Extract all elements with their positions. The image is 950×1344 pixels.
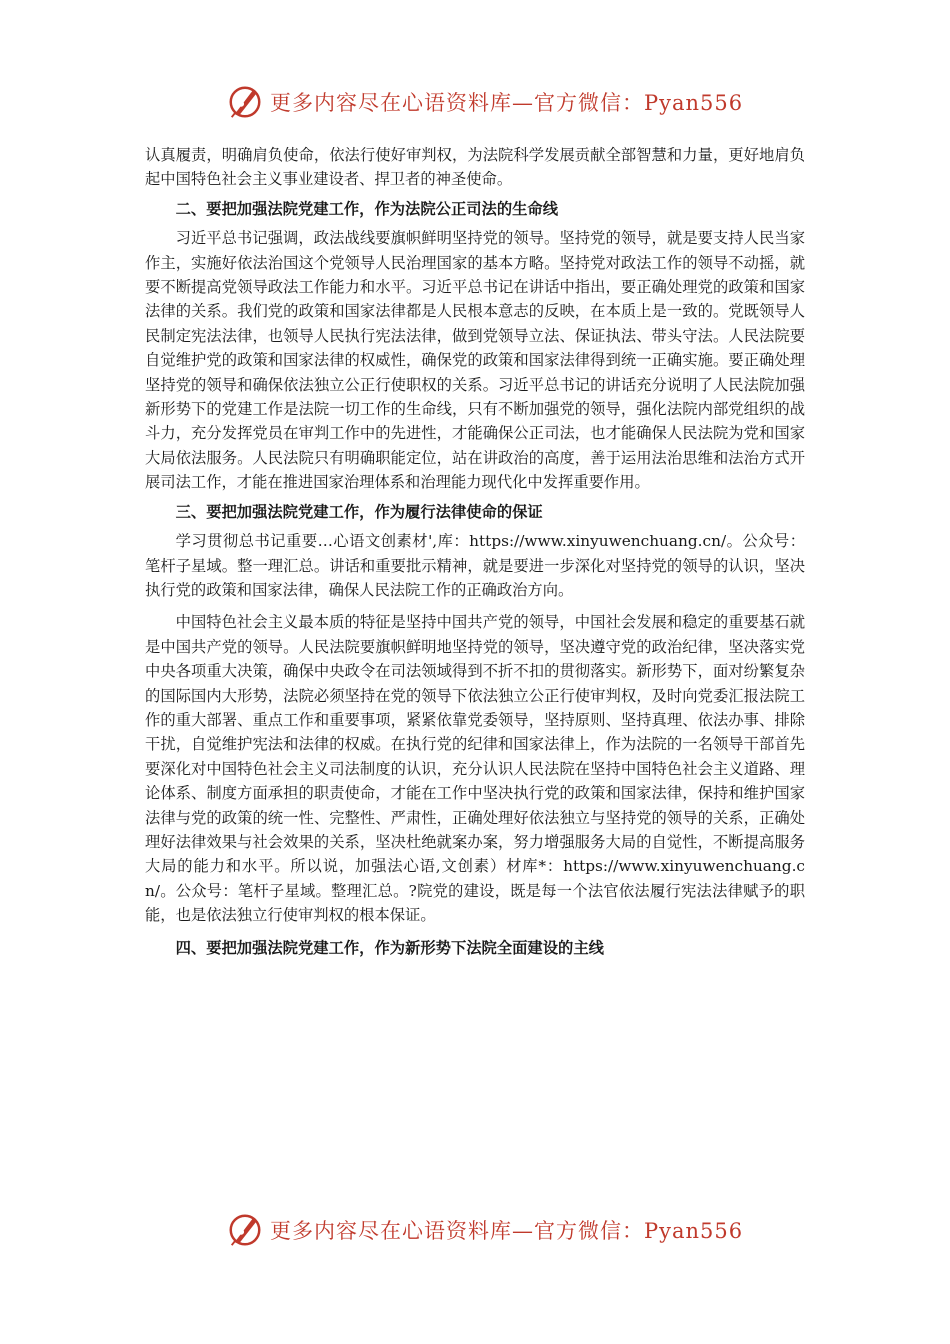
header-banner-text: 更多内容尽在心语资料库—官方微信：Pyan556 (270, 91, 744, 115)
paragraph-3: 学习贯彻总书记重要…心语文创素材',库：https://www.xinyuwenchuang.cn/。公众号：笔杆子星域。整一理汇总。讲话和重要批示精神，就是要进一步深化对坚持党的领导的认识，坚决执行党的政策和国家法律，确保人民法院工作的正确政治方向。 (145, 532, 805, 599)
section-heading-3: 三、要把加强法院党建工作，作为履行法律使命的保证 (175, 502, 543, 521)
paragraph-4: 中国特色社会主义最本质的特征是坚持中国共产党的领导，中国社会发展和稳定的重要基石就是中国共产党的领导。人民法院要旗帜鲜明地坚持党的领导，坚决遵守党的政治纪律，坚决落实党中央各项重大决策，确保中央政令在司法领域得到不折不扣的贯彻落实。新形势下，面对纷繁复杂的国际国内大形势，法院必须坚持在党的领导下依法独立公正行使审判权，及时向党委汇报法院工作的重大部署、重点工作和重要事项，紧紧依靠党委领导，坚持原则、坚持真理、依法办事、排除干扰，自觉维护宪法和法律的权威。在执行党的纪律和国家法律上，作为法院的一名领导干部首先要深化对中国特色社会主义司法制度的认识，充分认识人民法院在坚持中国特色社会主义道路、理论体系、制度方面承担的职责使命，才能在工作中坚决执行党的政策和国家法律，保持和维护国家法律与党的政策的统一性、完整性、严肃性，正确处理好依法独立与坚持党的领导的关系，正确处理好法律效果与社会效果的关系，坚决杜绝就案办案，努力增强服务大局的自觉性，不断提高服务大局的能力和水平。所以说，加强法心语,文创素）材库*：https://www.xinyuwenchuang.cn/。公众号：笔杆子星域。整理汇总。?院党的建设，既是每一个法官依法履行宪法法律赋予的职能，也是依法独立行使审判权的根本保证。 (145, 613, 805, 925)
document-body (145, 143, 805, 965)
pen-quill-logo-icon (226, 83, 264, 121)
section-heading-4: 四、要把加强法院党建工作，作为新形势下法院全面建设的主线 (175, 938, 604, 957)
footer-banner (226, 1210, 746, 1250)
section-heading-2: 二、要把加强法院党建工作，作为法院公正司法的生命线 (175, 199, 559, 218)
pen-quill-logo-icon (226, 1211, 264, 1249)
footer-banner-text: 更多内容尽在心语资料库—官方微信：Pyan556 (270, 1219, 744, 1243)
paragraph-2: 习近平总书记强调，政法战线要旗帜鲜明坚持党的领导。坚持党的领导，就是要支持人民当家作主，实施好依法治国这个党领导人民治理国家的基本方略。坚持党对政法工作的领导不动摇，就要不断提高党领导政法工作能力和水平。习近平总书记在讲话中指出，要正确处理党的政策和国家法律的关系。我们党的政策和国家法律都是人民根本意志的反映，在本质上是一致的。党既领导人民制定宪法法律，也领导人民执行宪法法律，做到党领导立法、保证执法、带头守法。人民法院要自觉维护党的政策和国家法律的权威性，确保党的政策和国家法律得到统一正确实施。要正确处理坚持党的领导和确保依法独立公正行使职权的关系。习近平总书记的讲话充分说明了人民法院加强新形势下的党建工作是法院一切工作的生命线，只有不断加强党的领导，强化法院内部党组织的战斗力，充分发挥党员在审判工作中的先进性，才能确保公正司法，也才能确保人民法院为党和国家大局依法服务。人民法院只有明确职能定位，站在讲政治的高度，善于运用法治思维和法治方式开展司法工作，才能在推进国家治理体系和治理能力现代化中发挥重要作用。 (145, 229, 805, 492)
header-banner (226, 82, 746, 122)
paragraph-1: 认真履责，明确肩负使命，依法行使好审判权，为法院科学发展贡献全部智慧和力量，更好地肩负起中国特色社会主义事业建设者、捍卫者的神圣使命。 (145, 146, 805, 189)
